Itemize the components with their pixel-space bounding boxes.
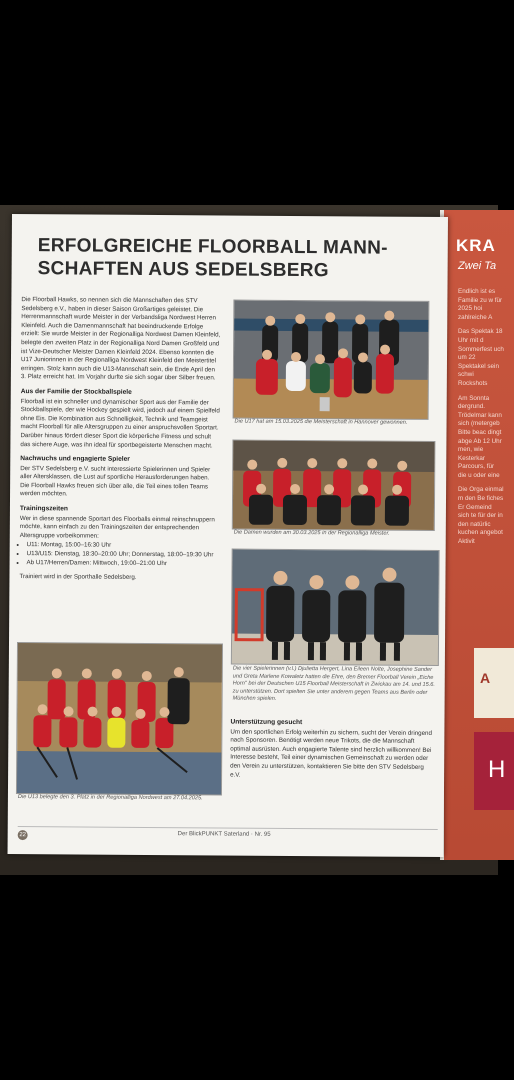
u17-team-photo [233, 300, 430, 420]
left-column [19, 296, 221, 589]
next-page-heading: KRA [456, 236, 496, 255]
section-paragraph: Um den sportlichen Erfolg weiterhin zu sichern, sucht der Verein dringend nach Sponsoren. Benötigt werden neue Trikots, die die Mannschaft optimal ausrüsten. Auch engagierte Talente sind herzlich willkommen! Bei Interesse besteht, Teil einer dynamischen Gemeinschaft zu werden oder den Verein zu unterstützen, kontaktieren Sie bitte den STV Sedelsberg e.V. [230, 728, 432, 779]
section-heading: Nachwuchs und engagierte Spieler [20, 455, 130, 463]
photo-caption: Die U13 belegte den 3. Platz in der Regionalliga Nordwest am 27.04.2025. [17, 794, 203, 802]
section-heading: Aus der Familie der Stockballspiele [20, 388, 132, 396]
section-heading: Unterstützung gesucht [230, 718, 303, 727]
u13-team-photo [16, 642, 223, 795]
headline-line: ERFOLGREICHE FLOORBALL MANN- [37, 235, 388, 259]
next-page-snippet: Das Spektak 18 Uhr mit d Sommerfest uch um 22 Spektakel sein schwi Rockshots [458, 328, 504, 387]
intro-paragraph: Die Floorball Hawks, so nennen sich die Mannschaften des STV Sedelsberg e.V., haben in dieser Saison Großartiges geleistet. Die Herrenmannschaft wurde Meister in der Verbandsliga Nordwest Herren Kleinfeld. Auch die Damenmannschaft hat beeindruckende Erfolge erzielt: Sie wurde Meister in der Regionalliga Nordwest Damen Kleinfeld, belegte den zweiten Platz in der Regionalliga Nord Damen Großfeld und ist Vize-Deutscher Meister Damen Kleinfeld 2024. Ebenso konnten die U17 Juniorinnen in der Regionalliga Nordwest Kleinfeld den Meistertitel erringen. Stolz kann auch die U13-Mannschaft sein, die Ende April den 3. Platz erreicht hat. Im Vorjahr durfte sie sich sogar über Silber freuen. [20, 296, 221, 382]
next-page-snippet: Am Sonnta dergrund. Trödelmar kann sich (metergeb Bitte beac dingt abge Ab 12 Uhr men, wie Kesterkar Parcours, für die u oder eine [458, 394, 502, 479]
section-heading: Trainingszeiten [19, 505, 68, 513]
list-item: • Ab U17/Herren/Damen: Mittwoch, 19:00–21:00 Uhr [27, 559, 220, 569]
next-page-subheading: Zwei Ta [458, 260, 497, 272]
page-number: 22 [18, 830, 28, 840]
section-paragraph: Floorball ist ein schneller und dynamischer Sport aus der Familie der Stockballspiele, der wie Hockey gespielt wird, jedoch auf einem Spielfeld ohne Eis. Die Kombination aus Schnelligkeit, Technik und Teamgeist macht Floorball für alle Altersgruppen zu einer anspruchsvollen Sportart. Darüber hinaus fördert dieser Sport die körperliche Fitness und schult das sichere Auge, was ihn ideal für sportbegeisterte Menschen macht. [20, 397, 220, 449]
photo-caption: Die U17 hat am 15.03.2025 die Meisterschaft in Hannover gewonnen. [234, 418, 408, 426]
next-page [440, 210, 514, 860]
section-paragraph: Wer in diese spannende Sportart des Floorballs einmal reinschnuppern möchte, kann einfach zu den Trainingszeiten der entsprechenden Altersgruppe vorbeikommen: [19, 514, 215, 540]
training-times-list [20, 541, 220, 568]
support-section [230, 719, 435, 782]
training-place: Trainiert wird in der Sporthalle Sedelsberg. [19, 573, 137, 582]
photo-caption: Die vier Spielerinnen (v.l.) Djulietta Hergert, Lina Eileen Nolte, Josephine Sander und Greta Marlene Kowaletz hatten die Ehre, den Bremer Floorball Verein „Eiche Horn" bei der Deutschen U15 Floorball Meisterschaft in Zwickau am 14. und 15.6. zu unterstützen. Dort spielten Sie unter anderem gegen Teams aus Berlin oder München spielen. [232, 665, 435, 703]
advertisement: A [474, 648, 514, 718]
list-item: • U13/U15: Dienstag, 18:30–20:00 Uhr; Donnerstag, 18:00–19:30 Uhr [27, 550, 220, 560]
next-page-snippet: Die Orga einmal m den Be fiches Er Gemeind sich te für der in den natürlic kuchen angebot Aktivit [458, 486, 504, 546]
photo-caption: Die Damen wurden am 30.03.2025 in der Regionalliga Meister. [233, 529, 390, 537]
list-item: • U11: Montag, 15:00–16:30 Uhr [27, 542, 220, 552]
page-footer [18, 826, 438, 842]
headline-line: SCHAFTEN AUS SEDELSBERG [37, 258, 329, 282]
magazine-name: Der BlickPUNKT Saterland · Nr. 95 [177, 831, 271, 838]
section-paragraph: Der STV Sedelsberg e.V. sucht interessierte Spielerinnen und Spieler aller Altersklassen, die Lust auf sportliche Herausforderungen haben. Die Floorball Hawks freuen sich über alle, die Teil eines tollen Teams werden möchten. [20, 464, 211, 498]
next-page-snippet: Endlich ist es Familie zu w für 2025 hoi zahlreiche A [458, 288, 503, 321]
article-headline [38, 234, 418, 283]
magazine-page [8, 214, 448, 857]
four-players-photo [231, 549, 440, 666]
advertisement: H [474, 732, 514, 810]
next-page-text [458, 288, 504, 553]
damen-team-photo [232, 440, 436, 531]
